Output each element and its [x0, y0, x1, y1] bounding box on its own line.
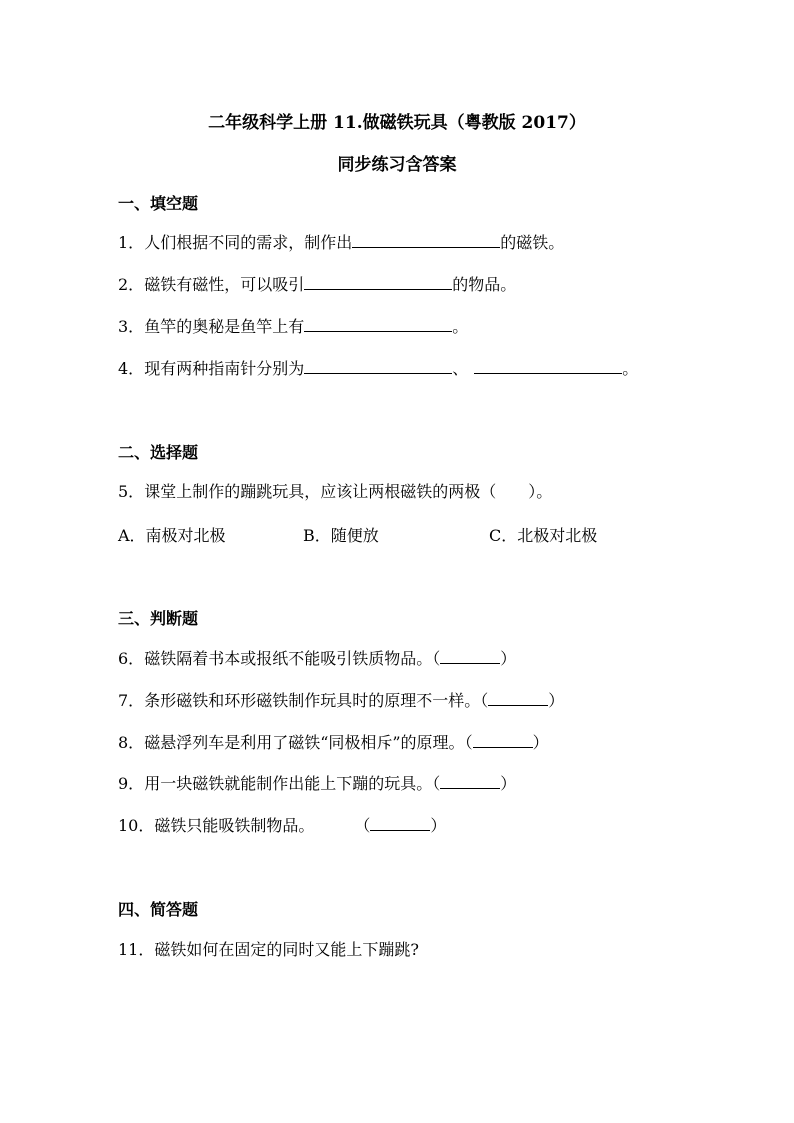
paren-open: （	[432, 649, 441, 668]
paren-open: （	[480, 691, 489, 710]
question-text: 鱼竿的奥秘是鱼竿上有	[144, 317, 305, 336]
question-text: 用一块磁铁就能制作出能上下蹦的玩具。	[144, 774, 433, 793]
question-text: 磁铁如何在固定的同时又能上下蹦跳?	[154, 940, 419, 959]
paren-close: ）	[532, 733, 549, 752]
option-b[interactable]: B．随便放	[303, 526, 379, 545]
answer-blank[interactable]	[370, 814, 430, 831]
answer-blank[interactable]	[488, 689, 548, 706]
section-short-answer: 四、简答题	[118, 900, 199, 919]
option-a[interactable]: A．南极对北极	[118, 526, 226, 545]
question-1	[118, 231, 564, 254]
answer-blank[interactable]	[473, 731, 533, 748]
question-number: 1．	[118, 233, 145, 252]
question-7	[118, 689, 564, 712]
question-text: 磁铁隔着书本或报纸不能吸引铁质物品。	[144, 649, 433, 668]
question-number: 2．	[118, 275, 145, 294]
question-text: 。	[452, 317, 469, 336]
question-number: 3．	[118, 317, 145, 336]
question-text: 。	[622, 359, 639, 378]
question-9	[118, 772, 516, 795]
answer-blank[interactable]	[304, 273, 452, 290]
paren-close: ）	[500, 649, 517, 668]
document-subtitle: 同步练习含答案	[337, 155, 457, 175]
question-number: 4．	[118, 359, 145, 378]
question-2	[118, 273, 516, 296]
question-text: 课堂上制作的蹦跳玩具，应该让两根磁铁的两极（ ）。	[144, 482, 553, 501]
question-text: 条形磁铁和环形磁铁制作玩具时的原理不一样。	[144, 691, 481, 710]
question-text: 磁悬浮列车是利用了磁铁“同极相斥”的原理。	[144, 733, 465, 752]
answer-blank[interactable]	[304, 315, 452, 332]
section-fill-blank: 一、填空题	[118, 194, 199, 213]
question-5	[118, 481, 552, 503]
question-number: 6．	[118, 649, 145, 668]
question-3	[118, 315, 468, 338]
question-4	[118, 357, 638, 380]
question-text: 现有两种指南针分别为	[144, 359, 305, 378]
paren-open: （	[464, 733, 473, 752]
answer-blank[interactable]	[440, 772, 500, 789]
question-text: 磁铁有磁性，可以吸引	[144, 275, 305, 294]
section-multiple-choice: 二、选择题	[118, 443, 199, 462]
question-text: 的物品。	[452, 275, 517, 294]
question-8	[118, 731, 549, 754]
question-text: 、	[452, 359, 469, 378]
answer-blank[interactable]	[440, 647, 500, 664]
question-text: 的磁铁。	[500, 233, 565, 252]
document-title: 二年级科学上册 11.做磁铁玩具（粤教版 2017）	[208, 113, 586, 133]
question-10	[118, 814, 446, 837]
answer-blank-2[interactable]	[474, 357, 622, 374]
section-true-false: 三、判断题	[118, 609, 199, 628]
question-number: 8．	[118, 733, 145, 752]
question-number: 9．	[118, 774, 145, 793]
question-6	[118, 647, 516, 670]
question-11	[118, 939, 419, 961]
question-number: 10．	[118, 816, 155, 835]
answer-blank[interactable]	[352, 231, 500, 248]
question-number: 5．	[118, 482, 145, 501]
paren-open: （	[432, 774, 441, 793]
question-number: 7．	[118, 691, 145, 710]
paren-close: ）	[548, 691, 565, 710]
option-c[interactable]: C．北极对北极	[489, 526, 598, 545]
paren-close: ）	[430, 816, 447, 835]
question-number: 11．	[118, 940, 155, 959]
answer-blank-1[interactable]	[304, 357, 452, 374]
paren-close: ）	[500, 774, 517, 793]
question-text: 人们根据不同的需求，制作出	[144, 233, 353, 252]
question-text: 磁铁只能吸铁制物品。	[154, 816, 315, 835]
paren-open: （	[354, 816, 371, 835]
